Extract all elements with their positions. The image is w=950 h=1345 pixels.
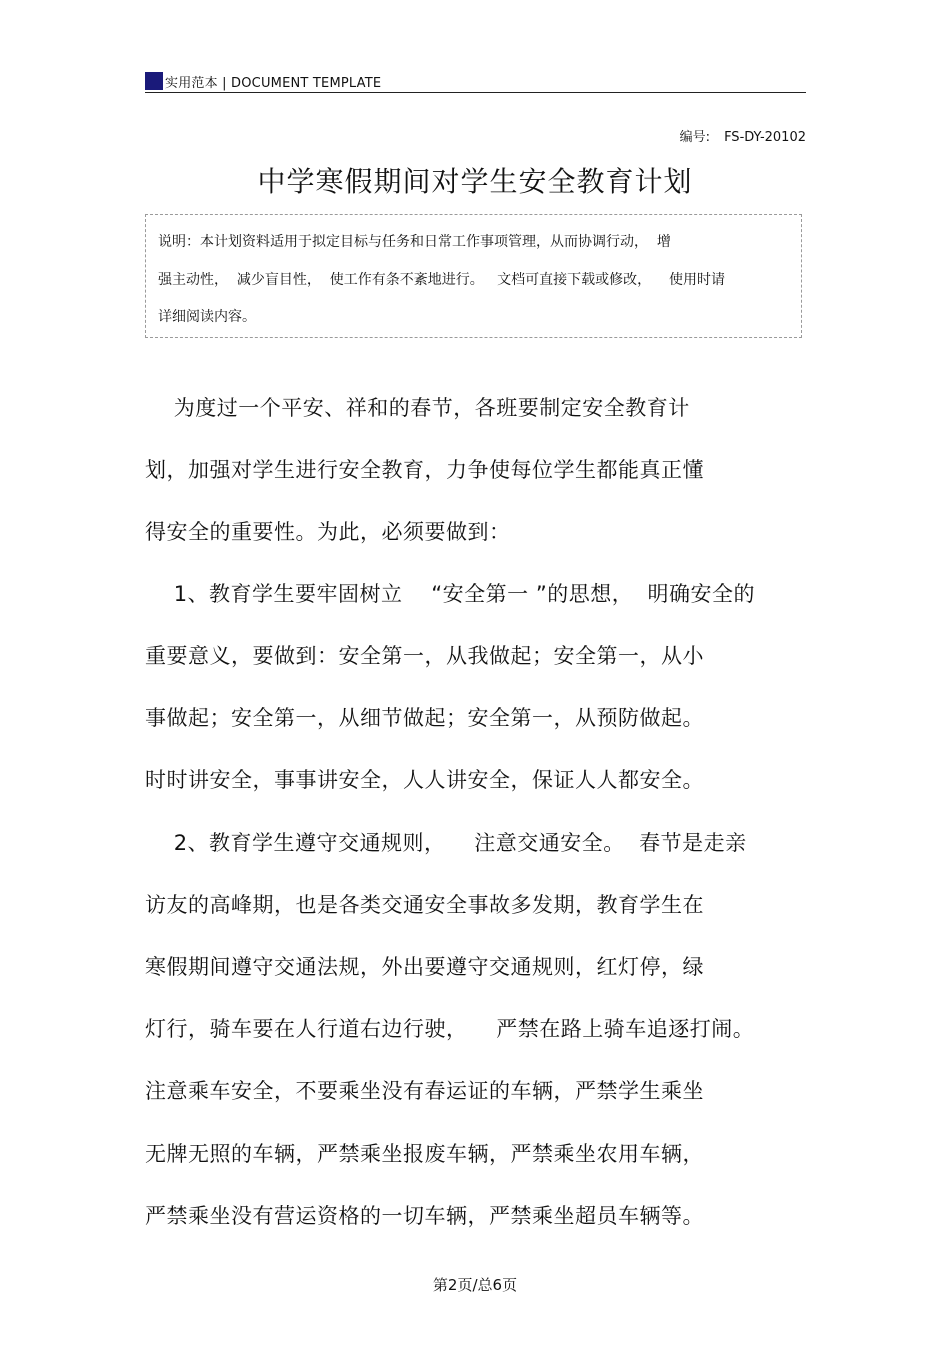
document-number-label: 编号: [679,130,711,145]
body-line: 为度过一个平安、祥和的春节，各班要制定安全教育计 [145,396,690,420]
header-logo-square [145,72,163,90]
header-label: 实用范本 | DOCUMENT TEMPLATE [165,76,382,91]
body-line: 访友的高峰期，也是各类交通安全事故多发期，教育学生在 [145,893,704,917]
body-line: 无牌无照的车辆，严禁乘坐报废车辆，严禁乘坐农用车辆， [145,1142,704,1166]
body-line: 灯行，骑车要在人行道右边行驶， 严禁在路上骑车追逐打闹。 [145,1017,755,1041]
document-number [680,126,806,145]
body-line: 2、教育学生遵守交通规则， 注意交通安全。 春节是走亲 [145,831,747,855]
document-number-value: FS-DY-20102 [724,130,806,145]
description-box [145,214,802,338]
body-line: 划，加强对学生进行安全教育，力争使每位学生都能真正懂 [145,458,704,482]
description-line: 说明：本计划资料适用于拟定目标与任务和日常工作事项管理，从而协调行动， 增 [158,234,671,250]
body-line: 得安全的重要性。为此，必须要做到： [145,520,511,544]
body-line: 重要意义，要做到：安全第一，从我做起；安全第一，从小 [145,644,704,668]
body-line: 时时讲安全，事事讲安全，人人讲安全，保证人人都安全。 [145,768,704,792]
body-line: 1、教育学生要牢固树立 “安全第一 ”的思想， 明确安全的 [145,582,756,606]
page-title: 中学寒假期间对学生安全教育计划 [257,165,693,198]
description-line: 详细阅读内容。 [158,309,256,325]
body-line: 事做起；安全第一，从细节做起；安全第一，从预防做起。 [145,706,704,730]
page-number: 第2页/总6页 [432,1276,518,1294]
description-line: 强主动性， 减少盲目性， 使工作有条不紊地进行。 文档可直接下载或修改， 使用时请 [158,272,725,288]
body-line: 注意乘车安全，不要乘坐没有春运证的车辆，严禁学生乘坐 [145,1079,704,1103]
body-line: 寒假期间遵守交通法规，外出要遵守交通规则，红灯停，绿 [145,955,704,979]
document-header [145,68,806,93]
body-line: 严禁乘坐没有营运资格的一切车辆，严禁乘坐超员车辆等。 [145,1204,704,1228]
